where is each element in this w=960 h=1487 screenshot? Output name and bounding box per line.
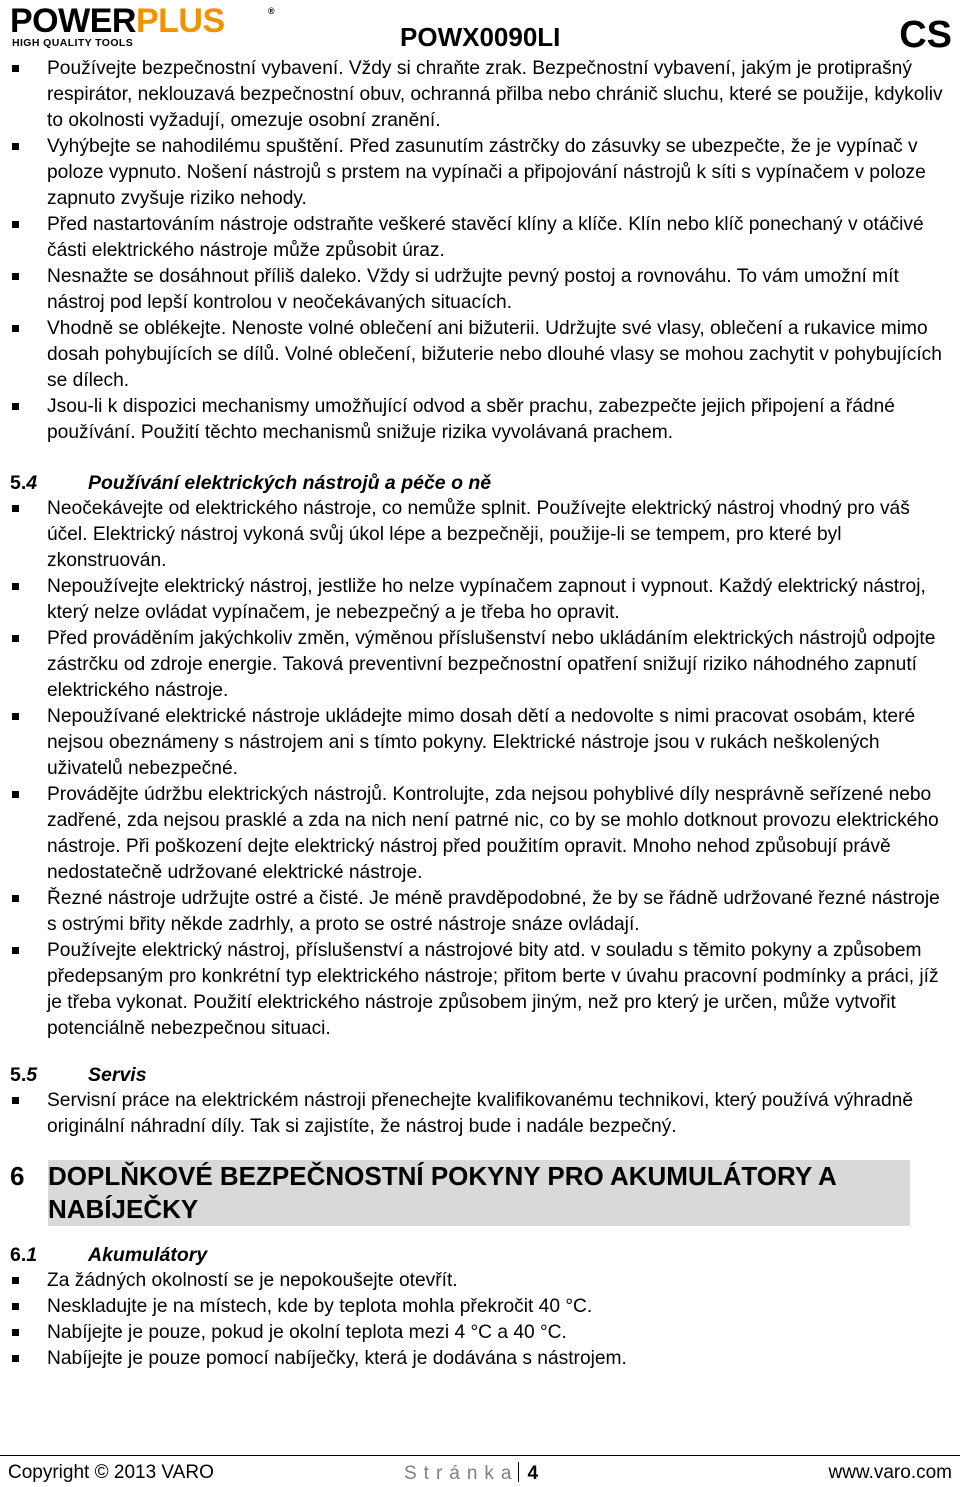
- list-item: Před nastartováním nástroje odstraňte veškeré stavěcí klíny a klíče. Klín nebo klíč ponechaný v otáčivé části elektrického nástroje může způsobit úraz.: [10, 212, 950, 264]
- section-number: [10, 1242, 88, 1268]
- website-link[interactable]: www.varo.com: [828, 1462, 952, 1483]
- section-number-minor: 5: [26, 1064, 38, 1086]
- list-item: Před prováděním jakýchkoliv změn, výměnou příslušenství nebo ukládáním elektrických nástrojů odpojte zástrčku od zdroje energie. Taková preventivní bezpečnostní opatření snižují riziko náhodného zapnutí elektrického nástroje.: [10, 626, 950, 704]
- section-title: DOPLŇKOVÉ BEZPEČNOSTNÍ POKYNY PRO AKUMULÁTORY A NABÍJEČKY: [48, 1160, 910, 1226]
- section-title: Servis: [88, 1064, 147, 1086]
- logo-tagline: HIGH QUALITY TOOLS: [12, 37, 134, 49]
- registered-mark: ®: [268, 6, 275, 16]
- list-item: Servisní práce na elektrickém nástroji přenechejte kvalifikovanému technikovi, který používá výhradně originální náhradní díly. Tak si zajistíte, že nástroj bude i nadále bezpečný.: [10, 1088, 950, 1140]
- list-item: Vhodně se oblékejte. Nenoste volné oblečení ani bižuterii. Udržujte své vlasy, oblečení a rukavice mimo dosah pohybujících se dílů. Volné oblečení, bižuterie nebo dlouhé vlasy se mohou zachytit v pohybujících se dílech.: [10, 316, 950, 394]
- bullet-list-batteries: [10, 1268, 950, 1372]
- section-number-major: 5.: [10, 472, 27, 494]
- logo-wordmark: [10, 4, 225, 38]
- bullet-list-service: [10, 1088, 950, 1140]
- list-item: Nesnažte se dosáhnout příliš daleko. Vždy si udržujte pevný postoj a rovnováhu. To vám umožní mít nástroj pod lepší kontrolou v neočekávaných situacích.: [10, 264, 950, 316]
- powerplus-logo: [10, 4, 280, 48]
- list-item: Neočekávejte od elektrického nástroje, co nemůže splnit. Používejte elektrický nástroj vhodný pro váš účel. Elektrický nástroj vykoná svůj úkol lépe a bezpečněji, použije-li se tempem, pro které byl zkonstruován.: [10, 496, 950, 574]
- list-item: Nabíjejte je pouze, pokud je okolní teplota mezi 4 °C a 40 °C.: [10, 1320, 950, 1346]
- manual-content: [10, 56, 950, 1372]
- section-title: Akumulátory: [88, 1244, 208, 1266]
- page-indicator: [404, 1462, 538, 1485]
- page-number: 4: [527, 1463, 539, 1484]
- section-heading-5-5: [10, 1062, 950, 1088]
- list-item: Neskladujte je na místech, kde by teplota mohla překročit 40 °C.: [10, 1294, 950, 1320]
- section-heading-6: [10, 1160, 950, 1226]
- list-item: Za žádných okolností se je nepokoušejte otevřít.: [10, 1268, 950, 1294]
- list-item: Vyhýbejte se nahodilému spuštění. Před zasunutím zástrčky do zásuvky se ubezpečte, že je vypínač v poloze vypnuto. Nošení nástrojů s prstem na vypínači a připojování nástrojů k síti s vypínačem v poloze zapnuto zvyšuje riziko nehody.: [10, 134, 950, 212]
- bullet-list-tool-use: [10, 496, 950, 1042]
- list-item: Používejte elektrický nástroj, příslušenství a nástrojové bity atd. v souladu s těmito pokyny a způsobem předepsaným pro konkrétní typ elektrického nástroje; přitom berte v úvahu pracovní podmínky a práci, jíž je třeba vykonat. Použití elektrického nástroje způsobem jiným, než pro který je určen, může vytvořit potenciálně nebezpečnou situaci.: [10, 938, 950, 1042]
- copyright-text: Copyright © 2013 VARO: [8, 1462, 214, 1483]
- logo-plus-text: PLUS: [135, 2, 225, 40]
- section-number-major: 5.: [10, 1064, 27, 1086]
- bullet-list-personal-safety: [10, 56, 950, 446]
- model-number: POWX0090LI: [400, 22, 561, 52]
- section-number: [10, 470, 88, 496]
- logo-power-text: POWER: [10, 2, 136, 40]
- list-item: Nepoužívejte elektrický nástroj, jestliže ho nelze vypínačem zapnout i vypnout. Každý elektrický nástroj, který nelze ovládat vypínačem, je nebezpečný a je třeba ho opravit.: [10, 574, 950, 626]
- section-number-major: 6.: [10, 1244, 27, 1266]
- page-divider: [518, 1462, 519, 1482]
- section-number-minor: 1: [26, 1244, 38, 1266]
- page-header: [0, 0, 960, 58]
- section-number-minor: 4: [26, 472, 38, 494]
- list-item: Nepoužívané elektrické nástroje ukládejte mimo dosah dětí a nedovolte s nimi pracovat osobám, které nejsou obeznámeny s nástrojem ani s tímto pokyny. Elektrické nástroje jsou v rukách neškolených uživatelů nebezpečné.: [10, 704, 950, 782]
- list-item: Nabíjejte je pouze pomocí nabíječky, která je dodávána s nástrojem.: [10, 1346, 950, 1372]
- section-number: [10, 1062, 88, 1088]
- list-item: Řezné nástroje udržujte ostré a čisté. Je méně pravděpodobné, že by se řádně udržované řezné nástroje s ostrými břity někde zadrhly, a proto se ostré nástroje snáze ovládají.: [10, 886, 950, 938]
- list-item: Provádějte údržbu elektrických nástrojů. Kontrolujte, zda nejsou pohyblivé díly nesprávně seřízené nebo zadřené, zda nejsou prasklé a zda na nich není patrné nic, co by se mohlo dotknout provozu elektrického nástroje. Při poškození dejte elektrický nástroj před použitím opravit. Mnoho nehod způsobují právě nedostatečně udržované elektrické nástroje.: [10, 782, 950, 886]
- section-heading-5-4: [10, 470, 950, 496]
- language-code: CS: [899, 14, 952, 56]
- list-item: Jsou-li k dispozici mechanismy umožňující odvod a sběr prachu, zabezpečte jejich připojení a řádné používání. Použití těchto mechanismů snižuje rizika vyvolávaná prachem.: [10, 394, 950, 446]
- page-label: Stránka: [404, 1463, 519, 1484]
- page-footer: [0, 1455, 960, 1487]
- section-number: 6: [10, 1161, 25, 1191]
- section-title: Používání elektrických nástrojů a péče o ně: [88, 472, 492, 494]
- list-item: Používejte bezpečnostní vybavení. Vždy si chraňte zrak. Bezpečnostní vybavení, jakým je protiprašný respirátor, neklouzavá bezpečnostní obuv, ochranná přilba nebo chránič sluchu, které se použije, kdykoliv to okolnosti vyžadují, omezuje osobní zranění.: [10, 56, 950, 134]
- section-heading-6-1: [10, 1242, 950, 1268]
